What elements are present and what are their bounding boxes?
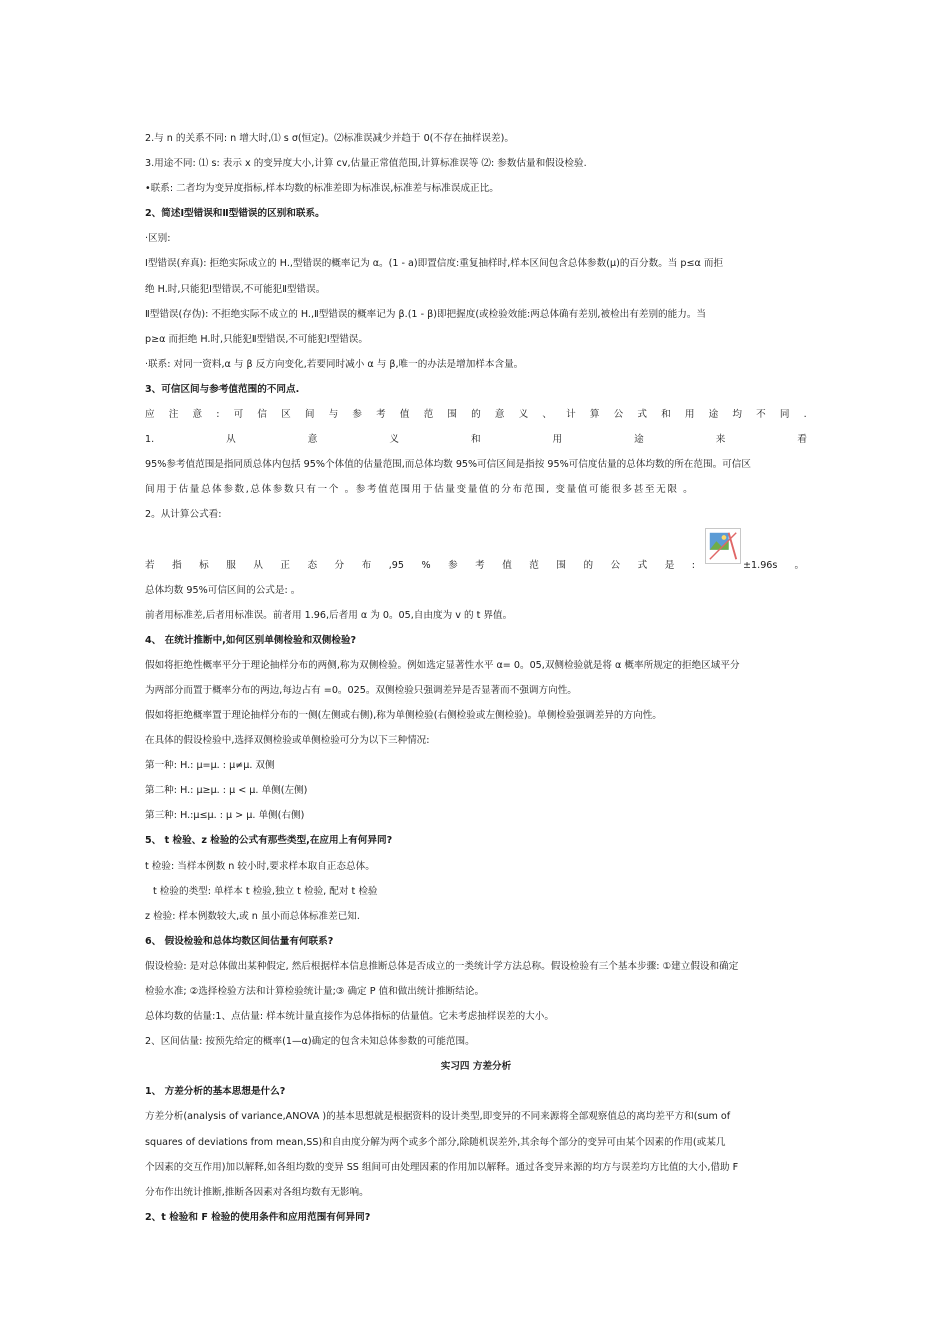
justified-token: 参 bbox=[352, 409, 362, 421]
document-page bbox=[145, 126, 807, 1230]
justified-token: ,95 bbox=[388, 559, 404, 571]
justified-token: 围 bbox=[556, 559, 566, 571]
justified-token: 意 bbox=[307, 434, 318, 446]
justified-line bbox=[145, 402, 807, 427]
justified-token: 信 bbox=[257, 409, 267, 421]
paragraph-line: 为两部分而置于概率分布的两边,每边占有 =0。025。双侧检验只强调差异是否显著而不强调方向性。 bbox=[145, 684, 577, 696]
paragraph-line: squares of deviations from mean,SS)和自由度分解为两个或多个部分,除随机误差外,其余每个部分的变异可由某个因素的作用(或某几 bbox=[145, 1136, 726, 1148]
justified-token: 计 bbox=[566, 409, 576, 421]
paragraph-line: ·区别: bbox=[145, 233, 171, 245]
justified-token: 用 bbox=[684, 409, 695, 421]
paragraph-line: 间用于估量总体参数,总体参数只有一个 。参考值范围用于估量变量值的分布范围, 变量值可能很多甚至无限 。 bbox=[145, 484, 695, 496]
justified-token: 间 bbox=[304, 409, 315, 421]
justified-token: 若 bbox=[145, 559, 155, 571]
paragraph-line: 2。从计算公式看: bbox=[145, 509, 222, 521]
justified-token: 途 bbox=[634, 434, 644, 446]
paragraph-line: 2、区间估量: 按预先给定的概率(1—α)确定的包含未知总体参数的可能范围。 bbox=[145, 1036, 475, 1048]
paragraph-line: 个因素的交互作用)加以解释,如各组均数的变异 SS 组间可由处理因素的作用加以解释。通过各变异来源的均方与误差均方比值的大小,借助 F bbox=[145, 1161, 739, 1173]
paragraph-line: 绝 H.时,只能犯Ⅰ型错误,不可能犯Ⅱ型错误。 bbox=[145, 283, 326, 295]
paragraph-line: 前者用标准差,后者用标准误。前者用 1.96,后者用 α 为 0。05,自由度为 v 的 t 界值。 bbox=[145, 609, 513, 621]
justified-token: 可 bbox=[233, 409, 244, 421]
justified-token: 是 bbox=[664, 559, 675, 571]
paragraph-line: 总体均数 95%可信区间的公式是: 。 bbox=[145, 584, 301, 596]
justified-token: 分 bbox=[334, 559, 345, 571]
justified-token: 正 bbox=[280, 559, 290, 571]
justified-token: 式 bbox=[637, 559, 648, 571]
paragraph-line: ·联系: 对同一资料,α 与 β 反方向变化,若要同时减小 α 与 β,唯一的办法是增加样本含量。 bbox=[145, 358, 524, 370]
section-heading: 2、t 检验和 F 检验的使用条件和应用范围有何异同? bbox=[145, 1211, 371, 1223]
justified-token: 、 bbox=[542, 409, 552, 421]
justified-token: 从 bbox=[253, 559, 263, 571]
justified-token: 公 bbox=[613, 409, 624, 421]
justified-line bbox=[145, 553, 695, 578]
paragraph-line: 分布作出统计推断,推断各因素对各组均数有无影响。 bbox=[145, 1186, 369, 1198]
justified-token: . bbox=[803, 409, 807, 421]
justified-token: 应 bbox=[145, 409, 155, 421]
paragraph-line: 第一种: H.: μ=μ. : μ≠μ. 双侧 bbox=[145, 760, 275, 772]
justified-token: 布 bbox=[361, 559, 372, 571]
justified-token: 算 bbox=[589, 409, 600, 421]
paragraph-line: 第三种: H.:μ≤μ. : μ > μ. 单侧(右侧) bbox=[145, 810, 305, 822]
justified-token: 同 bbox=[779, 409, 790, 421]
justified-token: 来 bbox=[715, 434, 726, 446]
justified-token: : bbox=[691, 559, 695, 571]
justified-token: 意 bbox=[494, 409, 505, 421]
paragraph-line: 方差分析(analysis of variance,ANOVA )的基本思想就是根据资料的设计类型,即变异的不同来源将全部观察值总的离均差平方和(sum of bbox=[145, 1111, 731, 1123]
section-heading: 5、 t 检验、z 检验的公式有那些类型,在应用上有何异同? bbox=[145, 835, 393, 847]
justified-token: 公 bbox=[610, 559, 621, 571]
paragraph-line: 第二种: H.: μ≥μ. : μ < μ. 单侧(左侧) bbox=[145, 785, 308, 797]
section-heading: 1、 方差分析的基本思想是什么? bbox=[145, 1086, 286, 1098]
justified-token: 范 bbox=[423, 409, 434, 421]
justified-token: 标 bbox=[199, 559, 209, 571]
section-heading: 2、简述Ⅰ型错误和Ⅱ型错误的区别和联系。 bbox=[145, 208, 325, 220]
justified-token: 看 bbox=[797, 434, 807, 446]
justified-token: 范 bbox=[529, 559, 539, 571]
paragraph-line: 假如将拒绝性概率平分于理论抽样分布的两侧,称为双侧检验。例如选定显著性水平 α= 0。05,双侧检验就是将 α 概率所规定的拒绝区域平分 bbox=[145, 659, 740, 671]
justified-token: 途 bbox=[708, 409, 719, 421]
justified-token: 态 bbox=[307, 559, 318, 571]
formula-line bbox=[145, 528, 807, 578]
paragraph-line: 检验水准; ②选择检验方法和计算检验统计量;③ 确定 P 值和做出统计推断结论。 bbox=[145, 986, 485, 997]
justified-token: 和 bbox=[661, 409, 671, 421]
justified-token: 区 bbox=[281, 409, 291, 421]
paragraph-line: Ⅰ型错误(弃真): 拒绝实际成立的 H.,型错误的概率记为 α。(1 - a)即置信度:重复抽样时,样本区间包含总体参数(μ)的百分数。当 p≤α 而拒 bbox=[145, 258, 724, 270]
justified-token: 均 bbox=[732, 409, 742, 421]
justified-token: 1. bbox=[145, 434, 155, 446]
paragraph-line: 假如将拒绝概率置于理论抽样分布的一侧(左侧或右侧),称为单侧检验(右侧检验或左侧检验)。单侧检验强调差异的方向性。 bbox=[145, 709, 662, 721]
paragraph-line: p≥α 而拒绝 H.时,只能犯Ⅱ型错误,不可能犯Ⅰ型错误。 bbox=[145, 333, 368, 345]
paragraph-line: 95%参考值范围是指同质总体内包括 95%个体值的估量范围,而总体均数 95%可信区间是指按 95%可信度估量的总体均数的所在范围。可信区 bbox=[145, 459, 751, 471]
section-heading: 3、可信区间与参考值范围的不同点. bbox=[145, 383, 300, 395]
justified-token: 义 bbox=[389, 434, 399, 446]
justified-token: 义 bbox=[518, 409, 529, 421]
chapter-title: 实习四 方差分析 bbox=[440, 1061, 512, 1073]
justified-token: : bbox=[216, 409, 220, 421]
section-heading: 4、 在统计推断中,如何区别单侧检验和双侧检验? bbox=[145, 634, 357, 646]
paragraph-line: 2.与 n 的关系不同: n 增大时,⑴ s σ(恒定)。⑵标准误减少并趋于 0(不存在抽样误差)。 bbox=[145, 133, 514, 144]
justified-token: 不 bbox=[756, 409, 766, 421]
paragraph-line: 假设检验: 是对总体做出某种假定, 然后根据样本信息推断总体是否成立的一类统计学方法总称。假设检验有三个基本步骤: ①建立假设和确定 bbox=[145, 960, 739, 972]
paragraph-line: 3.用途不同: ⑴ s: 表示 x 的变异度大小,计算 cv,估量正常值范围,计算标准误等 ⑵: 参数估量和假设检验. bbox=[145, 158, 587, 170]
paragraph-line: t 检验: 当样本例数 n 较小时,要求样本取自正态总体。 bbox=[145, 860, 375, 872]
justified-token: 式 bbox=[637, 409, 647, 421]
justified-token: 意 bbox=[192, 409, 203, 421]
paragraph-line: •联系: 二者均为变异度指标,样本均数的标准差即为标准误,标准差与标准误成正比。 bbox=[145, 183, 499, 195]
justified-token: 注 bbox=[168, 409, 179, 421]
justified-token: 指 bbox=[172, 559, 182, 571]
formula-tail: ±1.96s 。 bbox=[743, 559, 805, 571]
justified-token: 围 bbox=[447, 409, 457, 421]
justified-token: 值 bbox=[502, 559, 512, 571]
justified-token: % bbox=[421, 559, 431, 571]
paragraph-line: Ⅱ型错误(存伪): 不拒绝实际不成立的 H.,Ⅱ型错误的概率记为 β.(1 - β)即把握度(或检验效能:两总体确有差别,被检出有差别的能力。当 bbox=[145, 308, 707, 320]
justified-token: 用 bbox=[552, 434, 563, 446]
justified-token: 参 bbox=[448, 559, 458, 571]
justified-token: 从 bbox=[226, 434, 236, 446]
justified-token: 考 bbox=[475, 559, 485, 571]
paragraph-line: t 检验的类型: 单样本 t 检验,独立 t 检验, 配对 t 检验 bbox=[153, 885, 378, 897]
justified-token: 和 bbox=[470, 434, 481, 446]
justified-token: 的 bbox=[471, 409, 481, 421]
paragraph-line: 总体均数的估量:1、点估量: 样本统计量直接作为总体指标的估量值。它未考虑抽样误差的大小。 bbox=[145, 1011, 554, 1023]
paragraph-line: 在具体的假设检验中,选择双侧检验或单侧检验可分为以下三种情况: bbox=[145, 735, 430, 747]
justified-token: 值 bbox=[399, 409, 410, 421]
paragraph-line: z 检验: 样本例数较大,或 n 虽小而总体标准差已知. bbox=[145, 910, 360, 922]
justified-line bbox=[145, 427, 807, 452]
justified-token: 的 bbox=[583, 559, 594, 571]
justified-token: 与 bbox=[328, 409, 339, 421]
section-heading: 6、 假设检验和总体均数区间估量有何联系? bbox=[145, 935, 334, 947]
justified-token: 考 bbox=[376, 409, 386, 421]
justified-token: 服 bbox=[226, 559, 236, 571]
